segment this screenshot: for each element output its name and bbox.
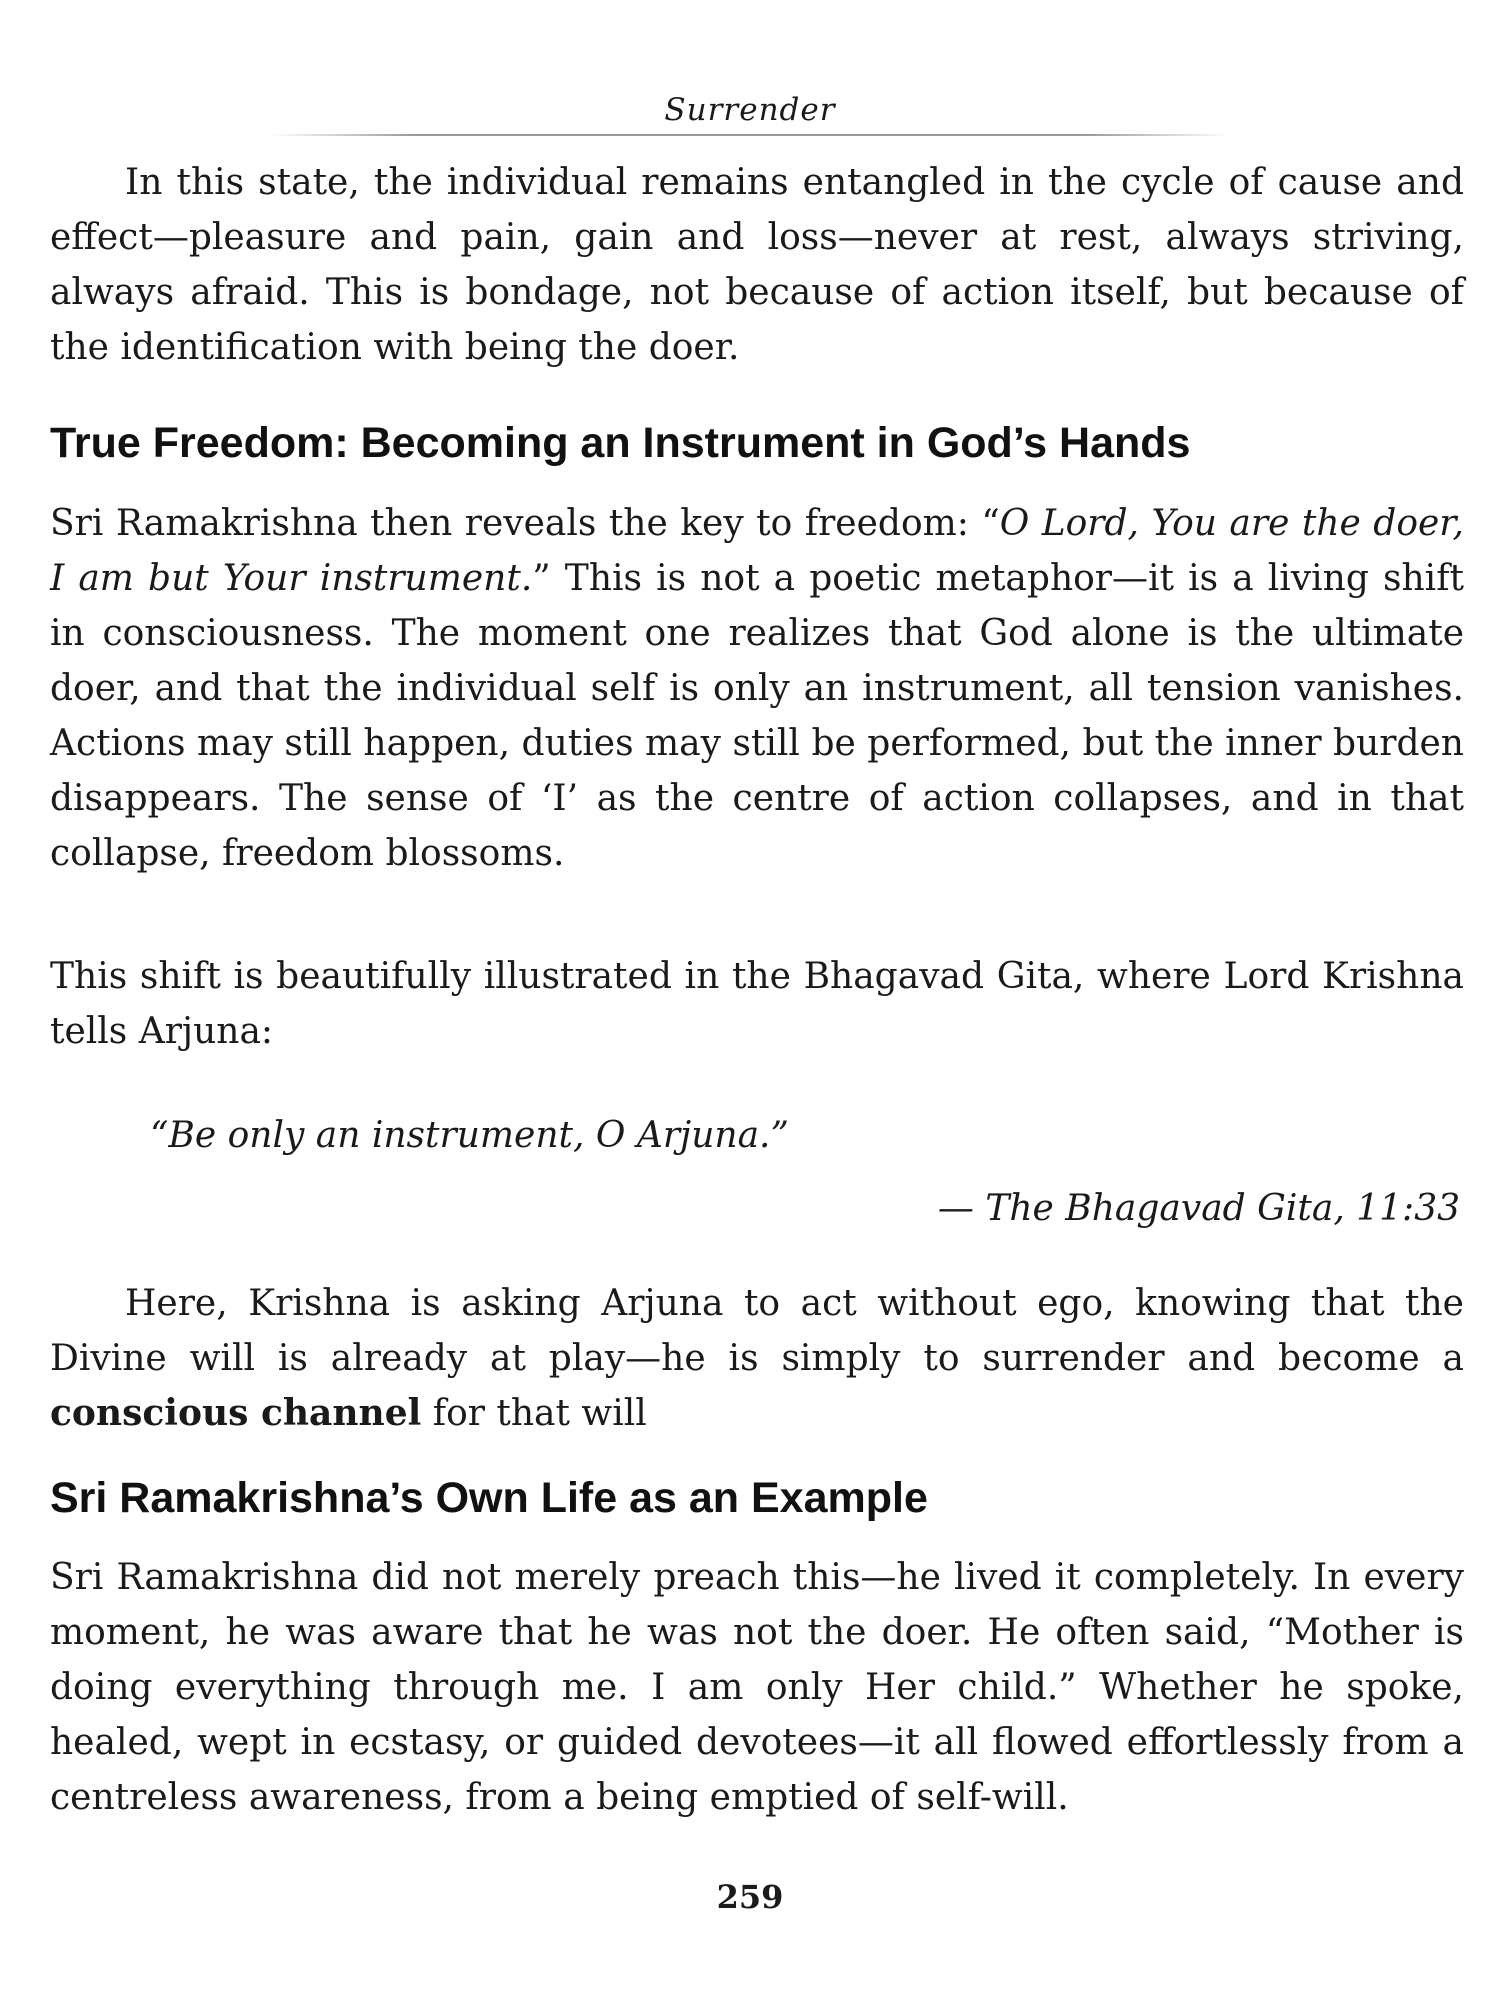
paragraph-rest: for that will	[421, 1393, 647, 1434]
running-head: Surrender	[664, 92, 836, 128]
block-quote: “Be only an instrument, O Arjuna.”	[150, 1115, 789, 1156]
paragraph-bhagavad-gita-intro: This shift is beautifully illustrated in the Bhagavad Gita, where Lord Krishna tells Arjuna:	[50, 956, 1464, 1052]
header-rule	[270, 134, 1230, 136]
paragraph-lead: Here, Krishna is asking Arjuna to act without ego, knowing that the Divine will is already at play—he is simply to surrender and become a	[50, 1283, 1464, 1379]
paragraph-key-to-freedom	[50, 496, 1464, 881]
quote-attribution: — The Bhagavad Gita, 11:33	[937, 1188, 1460, 1229]
paragraph-ramakrishna-life: Sri Ramakrishna did not merely preach this—he lived it completely. In every moment, he was aware that he was not the doer. He often said, “Mother is doing everything through me. I am only Her child.” Whether he spoke, healed, wept in ecstasy, or guided devotees—it all flowed effortlessly from a centreless awareness, from a being emptied of self-will.	[50, 1557, 1464, 1818]
inline-prayer-quote: O Lord, You are the doer, I am but Your instrument.	[50, 503, 1464, 599]
paragraph-bondage: In this state, the individual remains entangled in the cycle of cause and effect—pleasure and pain, gain and loss—never at rest, always striving, always afraid. This is bondage, not because of action itself, but because of the identification with being the doer.	[50, 162, 1464, 368]
paragraph-krishna-arjuna	[50, 1276, 1464, 1441]
section-heading-own-life: Sri Ramakrishna’s Own Life as an Example	[50, 1474, 928, 1522]
paragraph-rest: ” This is not a poetic metaphor—it is a living shift in consciousness. The moment one realizes that God alone is the ultimate doer, and that the individual self is only an instrument, all tension vanishes. Actions may still happen, duties may still be performed, but the inner burden disappears. The sense of ‘I’ as the centre of action collapses, and in that collapse, freedom blossoms.	[50, 558, 1464, 874]
paragraph-lead: Sri Ramakrishna then reveals the key to freedom: “	[50, 503, 1000, 544]
bold-term: conscious channel	[50, 1392, 422, 1434]
page-number: 259	[716, 1878, 784, 1916]
section-heading-true-freedom: True Freedom: Becoming an Instrument in God’s Hands	[50, 419, 1191, 467]
